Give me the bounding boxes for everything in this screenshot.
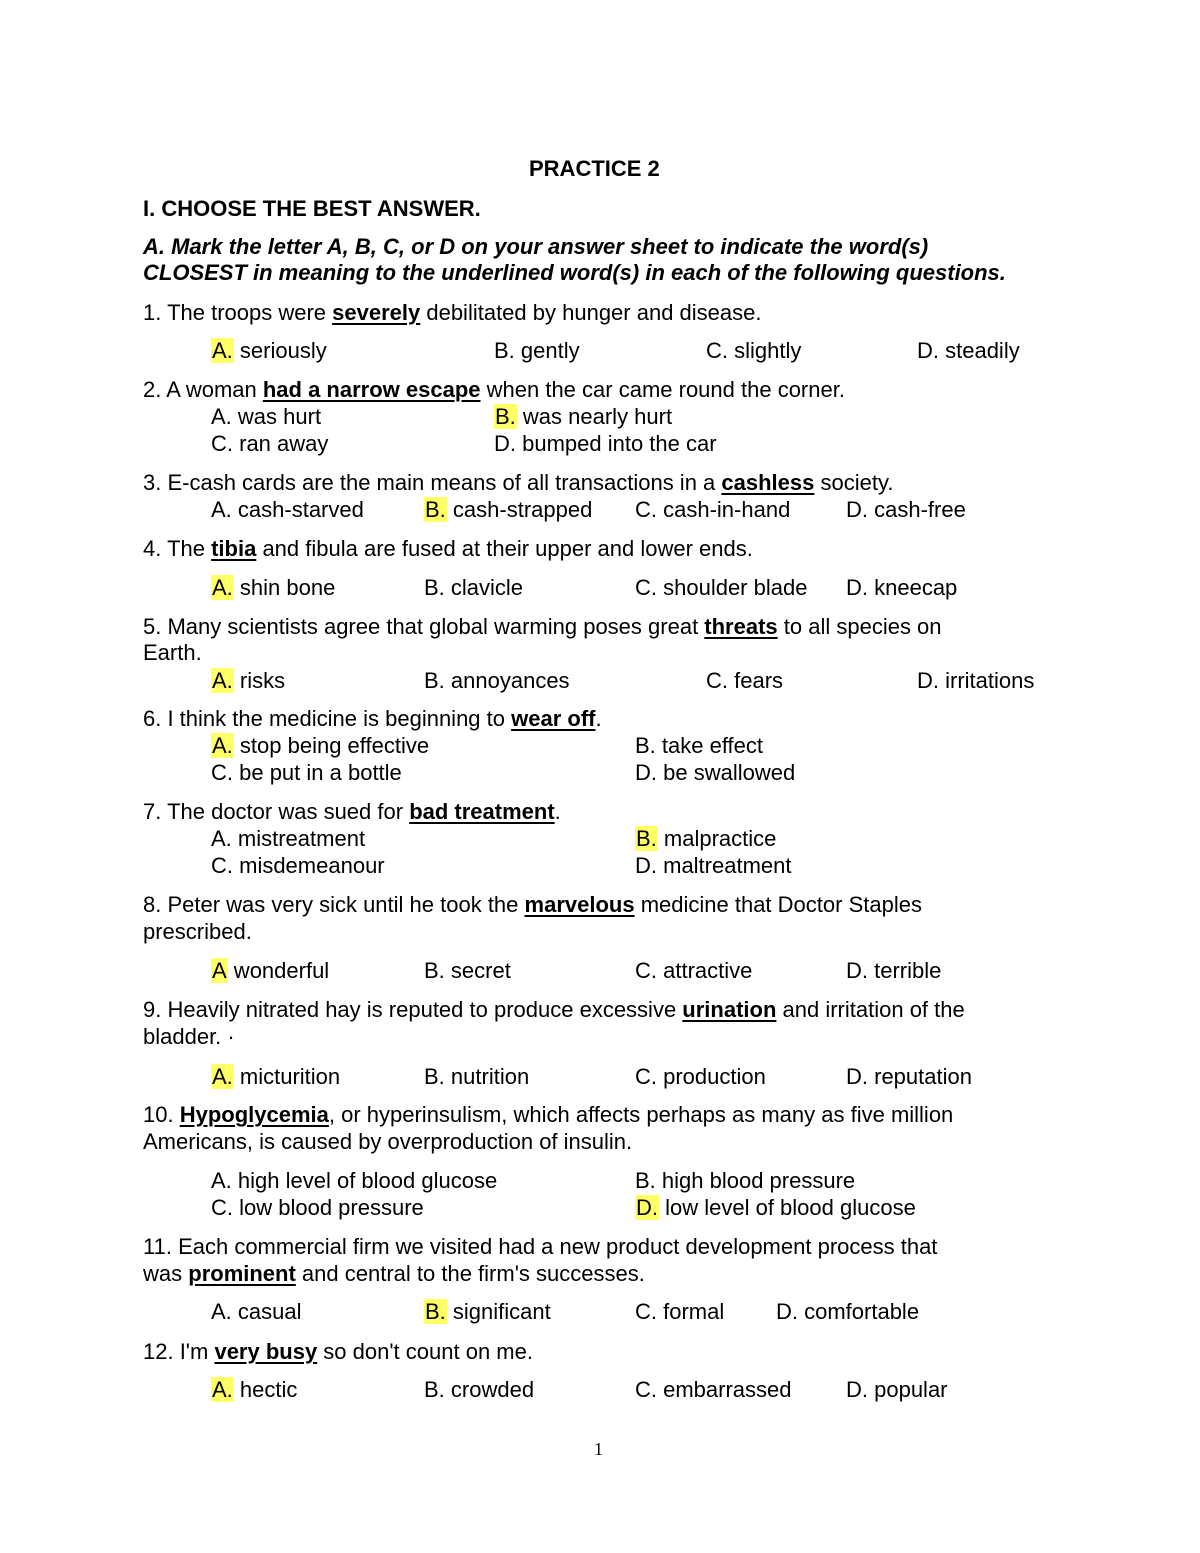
option-4-b[interactable] [424, 575, 523, 601]
answer-letter-highlighted: B. [636, 826, 657, 851]
question-text: and central to the firm's successes. [295, 1261, 645, 1286]
option-letter: C. [706, 338, 728, 363]
answer-letter-highlighted: D. [636, 1195, 658, 1220]
answer-letter-highlighted: A. [212, 668, 233, 693]
question-5-text-line [143, 614, 942, 640]
option-text: cash-strapped [446, 497, 593, 522]
question-9-text-line [143, 1024, 235, 1050]
question-text: and irritation of the [776, 997, 965, 1022]
option-text: maltreatment [657, 853, 792, 878]
option-6-b[interactable] [635, 733, 763, 759]
option-text: stop being effective [233, 733, 430, 758]
option-letter: D. [846, 575, 868, 600]
option-text: annoyances [444, 668, 570, 693]
question-text: 10. [143, 1102, 180, 1127]
question-text: and fibula are fused at their upper and lower ends. [256, 536, 753, 561]
option-letter: C. [635, 958, 657, 983]
answer-letter-highlighted: B. [425, 497, 446, 522]
option-11-c[interactable] [635, 1299, 724, 1325]
option-letter: D. [635, 853, 657, 878]
answer-letter-highlighted: B. [425, 1299, 446, 1324]
question-text: debilitated by hunger and disease. [420, 300, 762, 325]
option-text: was hurt [231, 404, 322, 429]
question-text: society. [814, 470, 894, 495]
option-letter: C. [706, 668, 728, 693]
option-letter: D. [494, 431, 516, 456]
option-2-d[interactable] [494, 431, 717, 457]
question-text: . [595, 706, 602, 731]
option-8-c[interactable] [635, 958, 752, 984]
question-7-text-line [143, 799, 561, 825]
option-text: micturition [233, 1064, 341, 1089]
option-text: fears [728, 668, 784, 693]
instructions-line-1: A. Mark the letter A, B, C, or D on your answer sheet to indicate the word(s) [143, 234, 929, 259]
option-letter: D. [846, 497, 868, 522]
option-8-d[interactable] [846, 958, 941, 984]
underlined-keyword: wear off [511, 706, 596, 731]
option-1-a[interactable] [211, 338, 327, 364]
option-11-d[interactable] [776, 1299, 919, 1325]
option-5-c[interactable] [706, 668, 783, 694]
option-text: malpractice [657, 826, 777, 851]
option-letter: B. [424, 575, 445, 600]
option-letter: C. [635, 1377, 657, 1402]
option-text: attractive [657, 958, 753, 983]
option-3-a[interactable] [211, 497, 364, 523]
option-letter: C. [635, 575, 657, 600]
option-text: seriously [233, 338, 327, 363]
option-letter: B. [424, 668, 445, 693]
option-2-b[interactable] [494, 404, 672, 430]
option-letter: B. [494, 338, 515, 363]
underlined-keyword: had a narrow escape [262, 377, 481, 402]
option-10-b[interactable] [635, 1168, 855, 1194]
underlined-keyword: marvelous [524, 892, 635, 917]
question-1-text-line [143, 300, 761, 326]
option-letter: C. [211, 760, 233, 785]
option-11-b[interactable] [424, 1299, 551, 1325]
question-9-text-line [143, 997, 965, 1023]
question-text: prescribed. [143, 919, 252, 944]
option-7-a[interactable] [211, 826, 365, 852]
option-letter: A. [211, 1299, 232, 1324]
option-1-d[interactable] [917, 338, 1020, 364]
option-6-a[interactable] [211, 733, 429, 759]
option-text: high level of blood glucose [231, 1168, 498, 1193]
option-2-a[interactable] [211, 404, 321, 430]
option-text: reputation [868, 1064, 972, 1089]
question-text: so don't count on me. [317, 1339, 533, 1364]
option-9-c[interactable] [635, 1064, 766, 1090]
option-4-d[interactable] [846, 575, 957, 601]
page-number: 1 [594, 1439, 603, 1459]
question-text: medicine that Doctor Staples [634, 892, 922, 917]
option-10-d[interactable] [635, 1195, 916, 1221]
option-text: shin bone [233, 575, 336, 600]
option-text: misdemeanour [233, 853, 385, 878]
option-12-a[interactable] [211, 1377, 297, 1403]
option-5-b[interactable] [424, 668, 570, 694]
answer-letter-highlighted: A. [212, 1064, 233, 1089]
option-5-d[interactable] [917, 668, 1034, 694]
option-text: crowded [444, 1377, 535, 1402]
option-11-a[interactable] [211, 1299, 302, 1325]
option-7-b[interactable] [635, 826, 776, 852]
answer-letter-highlighted: A. [212, 733, 233, 758]
answer-letter-highlighted: A. [212, 338, 233, 363]
option-text: ran away [233, 431, 329, 456]
option-text: high blood pressure [655, 1168, 856, 1193]
option-text: popular [868, 1377, 948, 1402]
question-text: 5. Many scientists agree that global warming poses great [143, 614, 705, 639]
option-text: terrible [868, 958, 942, 983]
option-text: embarrassed [657, 1377, 792, 1402]
option-letter: C. [211, 853, 233, 878]
option-1-c[interactable] [706, 338, 801, 364]
option-letter: A. [211, 1168, 232, 1193]
option-text: formal [657, 1299, 725, 1324]
option-text: risks [233, 668, 286, 693]
option-text: nutrition [444, 1064, 530, 1089]
underlined-keyword: bad treatment [409, 799, 555, 824]
option-10-c[interactable] [211, 1195, 424, 1221]
option-12-c[interactable] [635, 1377, 792, 1403]
option-letter: D. [635, 760, 657, 785]
option-text: be put in a bottle [233, 760, 402, 785]
option-7-c[interactable] [211, 853, 385, 879]
question-text: , or hyperinsulism, which affects perhaps as many as five million [328, 1102, 954, 1127]
option-text: slightly [728, 338, 802, 363]
question-text: 3. E-cash cards are the main means of all transactions in a [143, 470, 722, 495]
option-letter: B. [635, 733, 656, 758]
option-8-b[interactable] [424, 958, 511, 984]
answer-letter-highlighted: A. [212, 1377, 233, 1402]
option-9-a[interactable] [211, 1064, 340, 1090]
option-text: irritations [939, 668, 1035, 693]
page-title: PRACTICE 2 [529, 156, 660, 181]
underlined-keyword: threats [704, 614, 778, 639]
option-letter: A. [211, 404, 232, 429]
question-6-text-line [143, 706, 602, 732]
question-12-text-line [143, 1339, 533, 1365]
answer-letter-highlighted: B. [495, 404, 516, 429]
option-letter: B. [424, 958, 445, 983]
question-text: 7. The doctor was sued for [143, 799, 410, 824]
question-text: 11. Each commercial firm we visited had a new product development process that [143, 1234, 938, 1259]
option-4-c[interactable] [635, 575, 807, 601]
underlined-keyword: urination [682, 997, 777, 1022]
option-1-b[interactable] [494, 338, 580, 364]
option-letter: C. [211, 1195, 233, 1220]
question-text: 12. I'm [143, 1339, 215, 1364]
option-text: hectic [233, 1377, 298, 1402]
underlined-keyword: cashless [721, 470, 815, 495]
option-letter: A. [211, 826, 232, 851]
option-3-d[interactable] [846, 497, 966, 523]
option-letter: C. [635, 1064, 657, 1089]
option-text: shoulder blade [657, 575, 808, 600]
option-text: steadily [939, 338, 1020, 363]
question-4-text-line [143, 536, 753, 562]
question-text: 2. A woman [143, 377, 263, 402]
option-letter: C. [211, 431, 233, 456]
option-text: cash-starved [231, 497, 364, 522]
option-3-b[interactable] [424, 497, 592, 523]
question-text: to all species on [777, 614, 942, 639]
option-letter: C. [635, 497, 657, 522]
option-letter: B. [635, 1168, 656, 1193]
underlined-keyword: tibia [211, 536, 257, 561]
option-text: secret [444, 958, 511, 983]
option-text: bumped into the car [516, 431, 717, 456]
section-heading: I. CHOOSE THE BEST ANSWER. [143, 196, 481, 221]
option-text: wonderful [227, 958, 330, 983]
option-letter: A. [211, 497, 232, 522]
question-text: 8. Peter was very sick until he took the [143, 892, 525, 917]
option-letter: B. [424, 1377, 445, 1402]
question-2-text-line [143, 377, 845, 403]
answer-letter-highlighted: A. [212, 575, 233, 600]
question-text: was [143, 1261, 189, 1286]
underlined-keyword: Hypoglycemia [179, 1102, 329, 1127]
option-letter: D. [917, 338, 939, 363]
question-text: 1. The troops were [143, 300, 333, 325]
question-11-text-line [143, 1234, 937, 1260]
option-text: mistreatment [231, 826, 366, 851]
option-text: cash-free [868, 497, 966, 522]
option-text: kneecap [868, 575, 958, 600]
option-6-c[interactable] [211, 760, 402, 786]
option-text: low blood pressure [233, 1195, 424, 1220]
option-letter: D. [846, 1064, 868, 1089]
option-text: low level of blood glucose [659, 1195, 916, 1220]
underlined-keyword: very busy [214, 1339, 318, 1364]
question-text: 9. Heavily nitrated hay is reputed to produce excessive [143, 997, 683, 1022]
question-8-text-line [143, 919, 252, 945]
question-text: 4. The [143, 536, 212, 561]
option-2-c[interactable] [211, 431, 328, 457]
underlined-keyword: severely [332, 300, 421, 325]
option-letter: D. [846, 1377, 868, 1402]
question-text: 6. I think the medicine is beginning to [143, 706, 512, 731]
question-10-text-line [143, 1102, 953, 1128]
question-10-text-line [143, 1129, 632, 1155]
option-4-a[interactable] [211, 575, 335, 601]
option-10-a[interactable] [211, 1168, 497, 1194]
option-letter: B. [424, 1064, 445, 1089]
underlined-keyword: prominent [188, 1261, 296, 1286]
option-text: comfortable [798, 1299, 920, 1324]
option-text: production [657, 1064, 766, 1089]
answer-letter-highlighted: A [212, 958, 227, 983]
option-12-d[interactable] [846, 1377, 948, 1403]
question-8-text-line [143, 892, 922, 918]
option-text: casual [231, 1299, 302, 1324]
question-text: when the car came round the corner. [480, 377, 845, 402]
option-text: cash-in-hand [657, 497, 791, 522]
option-text: gently [514, 338, 580, 363]
option-letter: D. [776, 1299, 798, 1324]
option-text: significant [446, 1299, 551, 1324]
option-3-c[interactable] [635, 497, 790, 523]
option-9-d[interactable] [846, 1064, 972, 1090]
option-text: clavicle [444, 575, 524, 600]
option-letter: C. [635, 1299, 657, 1324]
question-5-text-line [143, 640, 202, 666]
question-text: Earth. [143, 640, 202, 665]
option-letter: D. [917, 668, 939, 693]
question-text: Americans, is caused by overproduction of insulin. [143, 1129, 633, 1154]
option-6-d[interactable] [635, 760, 795, 786]
option-12-b[interactable] [424, 1377, 534, 1403]
question-text: . [554, 799, 561, 824]
option-7-d[interactable] [635, 853, 792, 879]
option-text: was nearly hurt [516, 404, 673, 429]
option-letter: D. [846, 958, 868, 983]
option-8-a[interactable] [211, 958, 329, 984]
option-text: be swallowed [657, 760, 796, 785]
option-9-b[interactable] [424, 1064, 529, 1090]
question-11-text-line [143, 1261, 645, 1287]
option-text: take effect [655, 733, 764, 758]
instructions-line-2: CLOSEST in meaning to the underlined word(s) in each of the following questions. [143, 260, 1006, 285]
question-3-text-line [143, 470, 893, 496]
question-text: bladder. · [143, 1024, 235, 1049]
option-5-a[interactable] [211, 668, 285, 694]
